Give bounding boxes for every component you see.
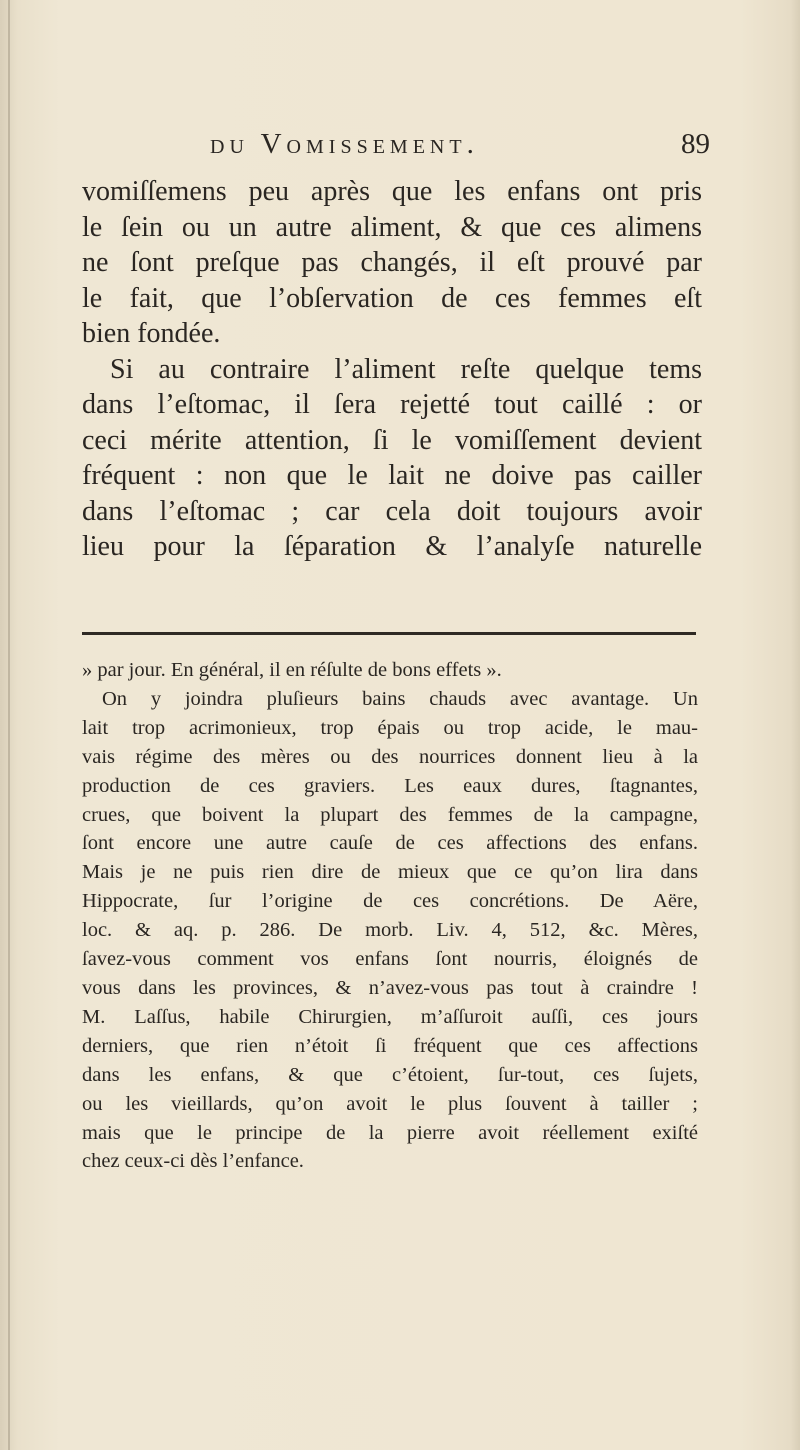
page-number: 89: [681, 128, 710, 160]
body-line: vomiſſemens peu après que les enfans ont pris: [82, 176, 702, 207]
footnote-line: ſont encore une autre cauſe de ces affections des enfans.: [82, 832, 698, 855]
body-line: fréquent : non que le lait ne doive pas cailler: [82, 460, 702, 491]
body-line: dans l’eſtomac ; car cela doit toujours avoir: [82, 495, 702, 527]
running-head: du Vomissement.: [210, 128, 479, 160]
footnote-line: dans les enfans, & que c’étoient, ſur-tout, ces ſujets,: [82, 1063, 698, 1086]
footnote-line: vais régime des mères ou des nourrices donnent lieu à la: [82, 745, 698, 768]
body-line: Si au contraire l’aliment reſte quelque tems: [110, 353, 702, 385]
footnote-line: ou les vieillards, qu’on avoit le plus ſouvent à tailler ;: [82, 1092, 698, 1115]
footnote-line: production de ces graviers. Les eaux dures, ſtagnantes,: [82, 774, 698, 797]
body-line: dans l’eſtomac, il ſera rejetté tout caillé : or: [82, 389, 702, 420]
page-edge-shadow: [8, 0, 10, 1450]
footnote-line: On y joindra pluſieurs bains chauds avec avantage. Un: [102, 687, 698, 710]
footnote-line: loc. & aq. p. 286. De morb. Liv. 4, 512, &c. Mères,: [82, 919, 698, 942]
footnote-line: derniers, que rien n’étoit ſi fréquent que ces affections: [82, 1034, 698, 1057]
footnote-line: ſavez-vous comment vos enfans ſont nourris, éloignés de: [82, 948, 698, 971]
footnote-line: M. Laſſus, habile Chirurgien, m’aſſuroit auſſi, ces jours: [82, 1005, 698, 1028]
footnote-line: Hippocrate, ſur l’origine de ces concrétions. De Aëre,: [82, 890, 698, 913]
footnote-line: lait trop acrimonieux, trop épais ou trop acide, le mau-: [82, 716, 698, 739]
footnote-rule: [82, 632, 696, 635]
body-line: ne ſont preſque pas changés, il eſt prouvé par: [82, 247, 702, 278]
footnote-line: vous dans les provinces, & n’avez-vous pas tout à craindre !: [82, 976, 698, 999]
body-line: lieu pour la ſéparation & l’analyſe naturelle: [82, 531, 702, 562]
page-header: [210, 128, 710, 168]
footnote-line: Mais je ne puis rien dire de mieux que ce qu’on lira dans: [82, 861, 698, 884]
body-text: [82, 174, 702, 565]
footnote-line: » par jour. En général, il en réſulte de bons effets ».: [82, 659, 502, 681]
body-line: bien fondée.: [82, 318, 221, 349]
footnote-line: chez ceux-ci dès l’enfance.: [82, 1150, 304, 1173]
footnote-line: crues, que boivent la plupart des femmes de la campagne,: [82, 803, 698, 826]
body-line: ceci mérite attention, ſi le vomiſſement devient: [82, 424, 702, 456]
body-line: le ſein ou un autre aliment, & que ces alimens: [82, 211, 702, 243]
footnote-text: [82, 656, 698, 1176]
footnote-line: mais que le principe de la pierre avoit réellement exiſté: [82, 1121, 698, 1144]
body-line: le fait, que l’obſervation de ces femmes eſt: [82, 282, 702, 314]
